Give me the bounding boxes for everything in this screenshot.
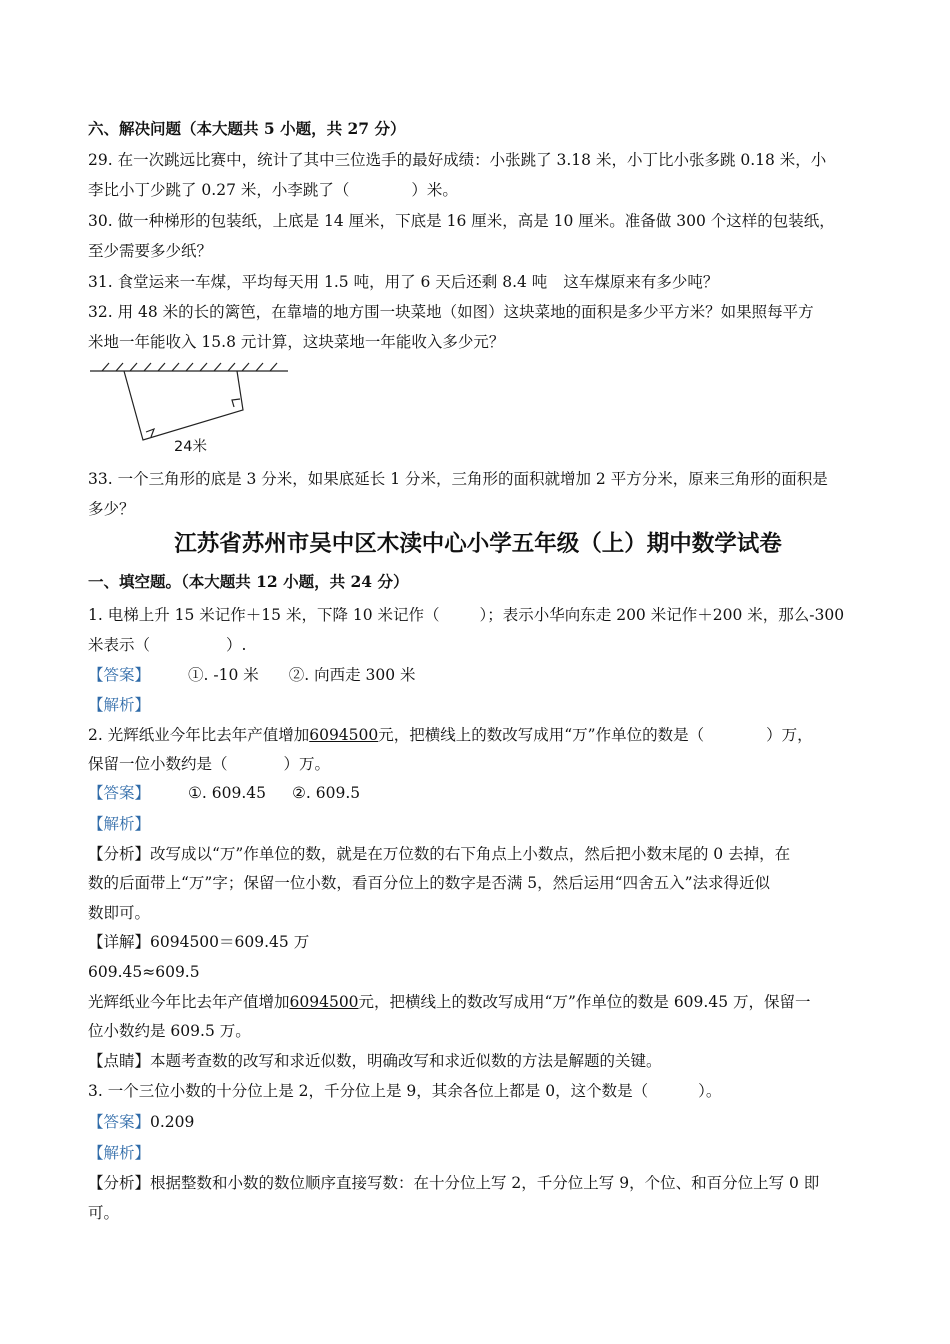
q31-line — [88, 272, 718, 292]
q29-text-a: 李比小丁少跳了 0.27 米，小李跳了（ — [88, 181, 350, 199]
q2-fenxi-line3: 数即可。 — [88, 904, 151, 922]
q2-concl-a: 光辉纸业今年比去年产值增加 — [88, 993, 290, 1011]
q31-text-b: 这车煤原来有多少吨？ — [563, 273, 719, 291]
q1-text-a: 1. 电梯上升 15 米记作＋15 米，下降 10 米记作（ — [88, 606, 440, 624]
q32-line2: 米地一年能收入 15.8 元计算，这块菜地一年能收入多少元？ — [88, 333, 505, 351]
q2-line2 — [88, 754, 330, 774]
q1-text-b: ）；表示小华向东走 200 米记作＋200 米，那么-300 — [479, 606, 845, 624]
q2-concl-b: 元，把横线上的数改写成用“万”作单位的数是 609.45 万，保留一 — [358, 993, 811, 1011]
answer-tag: 【答案】 — [88, 784, 151, 802]
q2-text-d: 保留一位小数约是（ — [88, 755, 228, 773]
q32-line1: 32. 用 48 米的长的篱笆，在靠墙的地方围一块菜地（如图）这块菜地的面积是多少平方米？如果照每平方 — [88, 303, 814, 321]
q2-text-b: 元，把横线上的数改写成用“万”作单位的数是（ — [378, 726, 705, 744]
q2-text-c: ）万， — [766, 726, 813, 744]
q2-concl-underlined-number: 6094500 — [289, 993, 359, 1011]
answer-tag: 【答案】 — [88, 1113, 151, 1131]
q3-answer — [88, 1112, 194, 1132]
q29-text-b: ）米。 — [411, 181, 458, 199]
q2-fenxi-line1: 【分析】改写成以“万”作单位的数，就是在万位数的右下角点上小数点，然后把小数末尾的 0 去掉，在 — [88, 845, 791, 863]
q2-answer-1: ①. 609.45 — [188, 784, 266, 802]
q3-answer-value: 0.209 — [150, 1113, 195, 1131]
exam-title: 江苏省苏州市吴中区木渎中心小学五年级（上）期中数学试卷 — [174, 531, 782, 557]
q1-text-c: 米表示（ — [88, 636, 151, 654]
q1-line1 — [88, 605, 844, 625]
q2-text-e: ）万。 — [283, 755, 331, 773]
q2-analysis-tag: 【解析】 — [88, 815, 151, 833]
q2-underlined-number: 6094500 — [309, 726, 379, 744]
q3-line — [88, 1081, 721, 1101]
q3-fenxi-line1: 【分析】根据整数和小数的数位顺序直接写数：在十分位上写 2，千分位上写 9，个位、和百分位上写 0 即 — [88, 1174, 820, 1192]
section6-heading: 六、解决问题（本大题共 5 小题，共 27 分） — [88, 119, 406, 138]
q30-line2: 至少需要多少纸？ — [88, 242, 213, 260]
q31-text-a: 31. 食堂运来一车煤，平均每天用 1.5 吨，用了 6 天后还剩 8.4 吨 — [88, 273, 548, 291]
right-angle-mark-right — [232, 399, 240, 407]
q2-approx: 609.45≈609.5 — [88, 963, 200, 981]
right-angle-mark-left — [146, 429, 154, 437]
q1-analysis-tag: 【解析】 — [88, 696, 151, 714]
q30-line1: 30. 做一种梯形的包装纸，上底是 14 厘米，下底是 16 厘米，高是 10 厘米。准备做 300 个这样的包装纸， — [88, 212, 835, 230]
q1-answer — [88, 665, 416, 685]
q2-text-a: 2. 光辉纸业今年比去年产值增加 — [88, 726, 310, 744]
q2-answer-2: ②. 609.5 — [292, 784, 361, 802]
q29-line2 — [88, 180, 458, 200]
q1-answer-2: ②. 向西走 300 米 — [288, 666, 416, 684]
q2-dianjing: 【点睛】本题考查数的改写和求近似数，明确改写和求近似数的方法是解题的关键。 — [88, 1052, 662, 1070]
wall-hatching — [102, 363, 277, 371]
q2-xiangjie: 【详解】6094500＝609.45 万 — [88, 933, 310, 951]
section1-heading: 一、填空题。（本大题共 12 小题，共 24 分） — [88, 572, 409, 591]
q1-text-d: ）. — [226, 636, 247, 654]
figure-label: 24米 — [174, 439, 207, 455]
q1-answer-1: ①. -10 米 — [188, 666, 259, 684]
q3-text-a: 3. 一个三位小数的十分位上是 2，千分位上是 9，其余各位上都是 0，这个数是（ — [88, 1082, 649, 1100]
q2-answer — [88, 783, 360, 803]
q29-line1: 29. 在一次跳远比赛中，统计了其中三位选手的最好成绩：小张跳了 3.18 米，小丁比小张多跳 0.18 米，小 — [88, 151, 827, 169]
q33-line1: 33. 一个三角形的底是 3 分米，如果底延长 1 分米，三角形的面积就增加 2 平方分米，原来三角形的面积是 — [88, 470, 828, 488]
answer-tag: 【答案】 — [88, 666, 151, 684]
q33-line2: 多少？ — [88, 500, 135, 518]
garden-outline — [124, 371, 243, 440]
q2-fenxi-line2: 数的后面带上“万”字；保留一位小数，看百分位上的数字是否满 5，然后运用“四舍五入”法求得近似 — [88, 874, 770, 892]
q1-line2 — [88, 635, 246, 655]
q2-line1 — [88, 725, 813, 745]
q3-fenxi-line2: 可。 — [88, 1204, 120, 1222]
q3-analysis-tag: 【解析】 — [88, 1144, 151, 1162]
q2-conclusion-line1 — [88, 992, 811, 1012]
q2-conclusion-line2: 位小数约是 609.5 万。 — [88, 1022, 251, 1040]
q3-text-b: ）。 — [698, 1082, 722, 1100]
